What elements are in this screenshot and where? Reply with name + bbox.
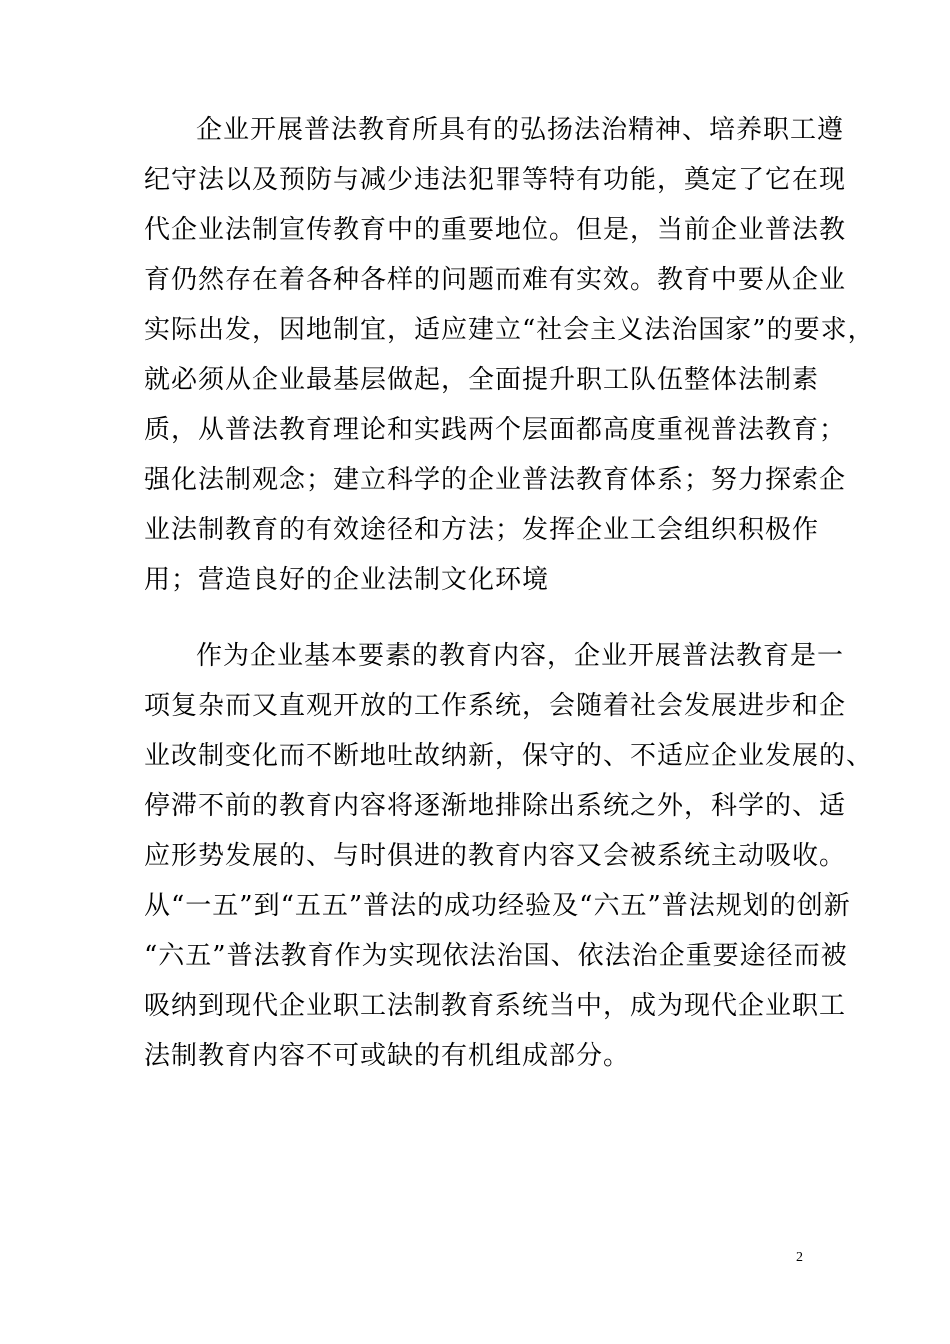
text-line: 强化法制观念；建立科学的企业普法教育体系；努力探索企	[144, 465, 847, 495]
text-line: 吸纳到现代企业职工法制教育系统当中，成为现代企业职工	[144, 991, 847, 1021]
text-line: 法制教育内容不可或缺的有机组成部分。	[144, 1041, 631, 1071]
text-line: 育仍然存在着各种各样的问题而难有实效。教育中要从企业	[144, 265, 847, 295]
text-line: “六五”普法教育作为实现依法治国、依法治企重要途径而被	[144, 941, 848, 971]
paragraph	[144, 112, 875, 612]
text-line: 业法制教育的有效途径和方法；发挥企业工会组织积极作	[144, 515, 820, 545]
text-line: 实际出发，因地制宜，适应建立“社会主义法治国家”的要求，	[144, 315, 875, 345]
text-line: 从“一五”到“五五”普法的成功经验及“六五”普法规划的创新	[144, 891, 851, 921]
paragraph-spacing	[144, 612, 824, 638]
text-line: 用；营造良好的企业法制文化环境	[144, 565, 550, 595]
text-line: 企业开展普法教育所具有的弘扬法治精神、培养职工遵	[196, 115, 845, 145]
text-line: 作为企业基本要素的教育内容，企业开展普法教育是一	[196, 641, 845, 671]
page-number: 2	[796, 1250, 803, 1265]
text-line: 就必须从企业最基层做起，全面提升职工队伍整体法制素	[144, 365, 820, 395]
text-line: 业改制变化而不断地吐故纳新，保守的、不适应企业发展的、	[144, 741, 874, 771]
text-line: 纪守法以及预防与减少违法犯罪等特有功能，奠定了它在现	[144, 165, 847, 195]
text-line: 项复杂而又直观开放的工作系统，会随着社会发展进步和企	[144, 691, 847, 721]
text-line: 代企业法制宣传教育中的重要地位。但是，当前企业普法教	[144, 215, 847, 245]
text-line: 质，从普法教育理论和实践两个层面都高度重视普法教育；	[144, 415, 847, 445]
paragraph	[144, 638, 874, 1088]
body-text	[144, 112, 875, 1088]
text-line: 应形势发展的、与时俱进的教育内容又会被系统主动吸收。	[144, 841, 847, 871]
text-line: 停滞不前的教育内容将逐渐地排除出系统之外，科学的、适	[144, 791, 847, 821]
